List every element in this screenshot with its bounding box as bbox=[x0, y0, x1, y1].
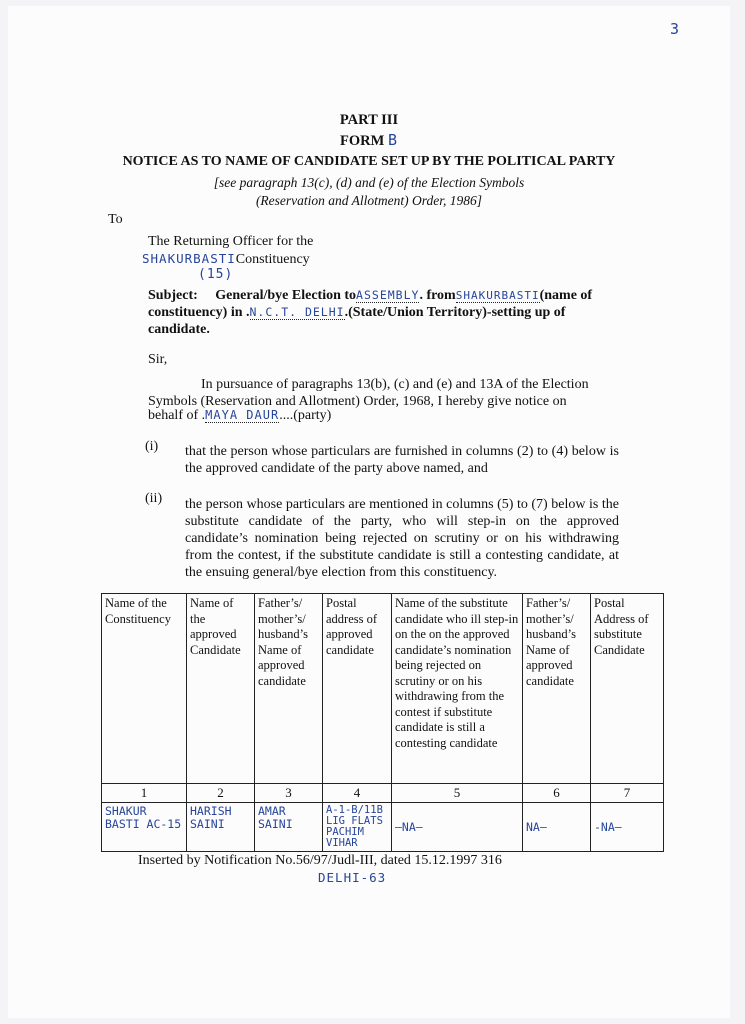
column-number: 3 bbox=[255, 784, 323, 803]
election-type-handwritten: ASSEMBLY bbox=[356, 288, 420, 302]
subject-line-2 bbox=[148, 305, 565, 321]
column-number: 6 bbox=[523, 784, 591, 803]
column-number: 1 bbox=[102, 784, 187, 803]
substitute-parent-cell: NA— bbox=[523, 803, 591, 852]
column-number: 7 bbox=[591, 784, 664, 803]
substitute-candidate-cell: —NA— bbox=[392, 803, 523, 852]
column-number: 4 bbox=[323, 784, 392, 803]
state-handwritten: N.C.T. DELHI bbox=[249, 305, 345, 319]
item-marker-1: (i) bbox=[145, 439, 159, 454]
substitute-address-cell: -NA— bbox=[591, 803, 664, 852]
item-text-1: that the person whose particulars are furnished in columns (2) to (4) below is the approved candidate of the party above named, and bbox=[185, 444, 619, 476]
constituency-number: (15) bbox=[198, 267, 234, 282]
subject-text-1: General/bye Election to bbox=[215, 288, 357, 303]
subject-text-2: . from bbox=[419, 288, 456, 303]
addressee-line: The Returning Officer for the bbox=[148, 234, 314, 249]
paragraph-line-2: Symbols (Reservation and Allotment) Order, 1968, I hereby give notice on bbox=[148, 394, 567, 409]
document-page bbox=[8, 6, 730, 1018]
party-handwritten: MAYA DAUR bbox=[205, 408, 280, 422]
candidate-table bbox=[101, 593, 664, 852]
subject-line2-a: constituency) in . bbox=[148, 305, 250, 320]
form-heading bbox=[8, 131, 730, 150]
reference-line-1: [see paragraph 13(c), (d) and (e) of the Election Symbols bbox=[213, 175, 525, 190]
footnote: Inserted by Notification No.56/97/Judl-III, dated 15.12.1997 316 bbox=[138, 853, 502, 868]
header-cell: Postal Address of substitute Candidate bbox=[591, 594, 664, 784]
subject-label: Subject: bbox=[148, 288, 198, 303]
subject-line2-b: .(State/Union Territory)-setting up of bbox=[344, 305, 566, 320]
notice-title: NOTICE AS TO NAME OF CANDIDATE SET UP BY THE POLITICAL PARTY bbox=[122, 154, 616, 169]
paragraph-line3-b: ....(party) bbox=[279, 408, 332, 423]
constituency-cell: SHAKUR BASTI AC-15 bbox=[102, 803, 187, 852]
from-constituency-handwritten: SHAKURBASTI bbox=[455, 289, 540, 302]
constituency-line bbox=[142, 251, 310, 268]
approved-address-cell: A-1-B/11B LIG FLATS PACHIM VIHAR bbox=[323, 803, 392, 852]
table-row bbox=[102, 803, 664, 852]
header-cell: Name of the Constituency bbox=[102, 594, 187, 784]
page-number: 3 bbox=[670, 20, 681, 38]
column-number: 5 bbox=[392, 784, 523, 803]
item-marker-2: (ii) bbox=[145, 491, 163, 506]
form-letter: B bbox=[387, 131, 398, 149]
salutation: Sir, bbox=[148, 352, 168, 367]
constituency-suffix: Constituency bbox=[235, 252, 310, 267]
approved-candidate-cell: HARISH SAINI bbox=[187, 803, 255, 852]
table-number-row bbox=[102, 784, 664, 803]
column-number: 2 bbox=[187, 784, 255, 803]
table-header-row bbox=[102, 594, 664, 784]
part-heading: PART III bbox=[339, 112, 399, 128]
item-text-2: the person whose particulars are mentioned in columns (5) to (7) below is the substitute candidate of the party, who will step-in on the approved candidate’s nomination being rejected on scrutiny or on his withdrawing from the contest, if the substitute candidate is still a contesting candidate, at the ensuing general/bye election from this constituency. bbox=[185, 497, 619, 580]
subject-line-1 bbox=[148, 288, 626, 304]
approved-parent-cell: AMAR SAINI bbox=[255, 803, 323, 852]
header-cell: Father’s/ mother’s/ husband’s Name of approved candidate bbox=[255, 594, 323, 784]
paragraph-line-1: In pursuance of paragraphs 13(b), (c) and (e) and 13A of the Election bbox=[201, 377, 589, 392]
reference-line-2: (Reservation and Allotment) Order, 1986] bbox=[255, 193, 483, 208]
paragraph-line3-a: behalf of . bbox=[148, 408, 206, 423]
paragraph-line-3 bbox=[148, 408, 331, 424]
address-overflow-handwritten: DELHI-63 bbox=[318, 870, 387, 885]
header-cell: Name of the substitute candidate who ill step-in on the on the approved candidate’s nomination being rejected on scrutiny or on his withdrawing from the contest if substitute candidate is still a contesting candidate bbox=[392, 594, 523, 784]
subject-text-3: (name of bbox=[539, 288, 593, 303]
header-cell: Postal address of approved candidate bbox=[323, 594, 392, 784]
constituency-handwritten: SHAKURBASTI bbox=[142, 251, 236, 266]
to-label: To bbox=[108, 212, 123, 227]
header-cell: Father’s/ mother’s/ husband’s Name of approved candidate bbox=[523, 594, 591, 784]
subject-line-3: candidate. bbox=[148, 322, 210, 337]
form-prefix: FORM bbox=[340, 133, 385, 149]
header-cell: Name of the approved Candidate bbox=[187, 594, 255, 784]
